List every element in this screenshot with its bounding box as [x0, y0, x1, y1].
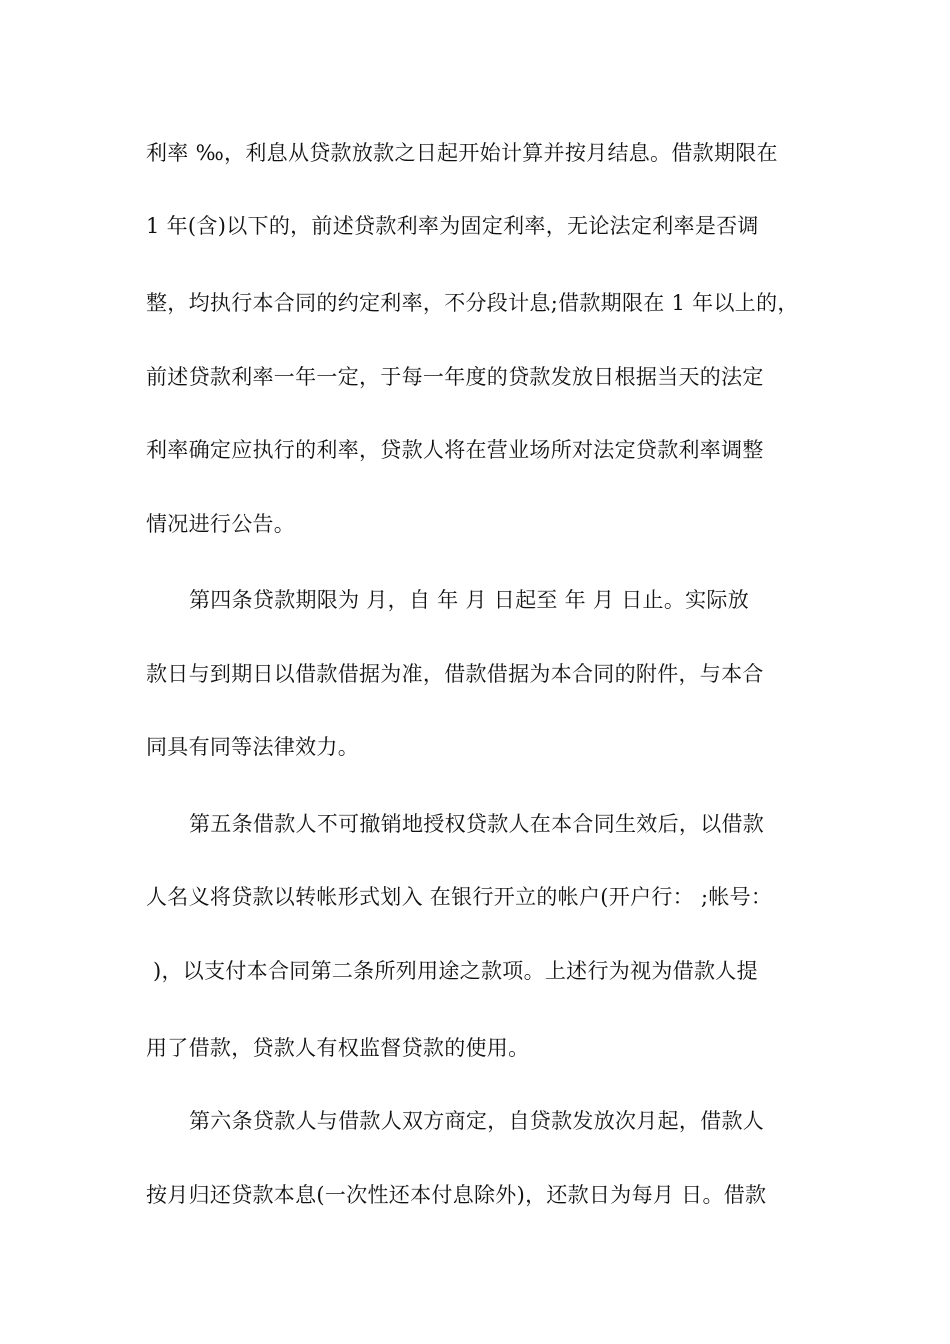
text-line: 1 年(含)以下的，前述贷款利率为固定利率，无论法定利率是否调: [146, 214, 759, 238]
text-line: 同具有同等法律效力。: [146, 735, 359, 759]
text-line: 用了借款，贷款人有权监督贷款的使用。: [146, 1036, 530, 1060]
text-line: 前述贷款利率一年一定，于每一年度的贷款发放日根据当天的法定: [146, 365, 764, 389]
text-line: 利率确定应执行的利率，贷款人将在营业场所对法定贷款利率调整: [146, 438, 764, 462]
text-line: 整，均执行本合同的约定利率，不分段计息;借款期限在 1 年以上的，: [146, 291, 799, 315]
text-line: 按月归还贷款本息(一次性还本付息除外)，还款日为每月 日。借款: [146, 1183, 767, 1207]
text-line: 第五条借款人不可撤销地授权贷款人在本合同生效后，以借款: [189, 812, 765, 836]
text-line: 利率 ‰，利息从贷款放款之日起开始计算并按月结息。借款期限在: [146, 141, 778, 165]
text-line: 第六条贷款人与借款人双方商定，自贷款发放次月起，借款人: [189, 1109, 765, 1133]
text-line: 第四条贷款期限为 月，自 年 月 日起至 年 月 日止。实际放: [189, 588, 750, 612]
text-line: 款日与到期日以借款借据为准，借款借据为本合同的附件，与本合: [146, 662, 764, 686]
text-line: 情况进行公告。: [146, 512, 296, 536]
text-line: 人名义将贷款以转帐形式划入 在银行开立的帐户(开户行： ;帐号：: [146, 885, 773, 909]
text-line: )，以支付本合同第二条所列用途之款项。上述行为视为借款人提: [146, 959, 758, 983]
